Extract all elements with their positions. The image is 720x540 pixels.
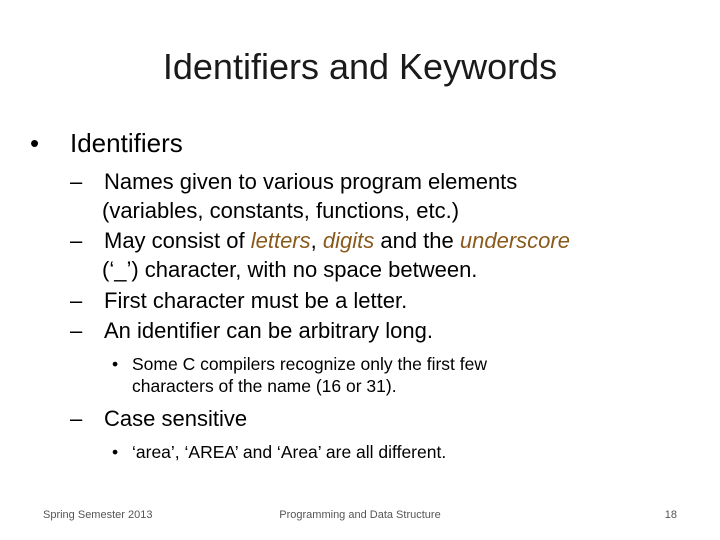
- footer-center: Programming and Data Structure: [279, 509, 441, 521]
- sub-bullet-case-sensitive: [70, 404, 710, 433]
- slide-title: Identifiers and Keywords: [162, 46, 558, 87]
- sub-bullet-text: Case sensitive: [104, 406, 248, 431]
- highlight-letters: letters: [250, 228, 311, 253]
- sub-bullet-text: Names given to various program elements: [104, 169, 518, 194]
- bullet-icon: •: [112, 354, 119, 374]
- heading-identifiers: Identifiers: [70, 128, 183, 158]
- sub-bullet-text: An identifier can be arbitrary long.: [104, 318, 433, 343]
- dash-icon: –: [70, 169, 83, 194]
- highlight-underscore: underscore: [459, 228, 570, 253]
- dash-icon: –: [70, 288, 83, 313]
- sub-bullet-text: May consist of: [104, 228, 251, 253]
- bullet-icon: •: [112, 442, 119, 462]
- dash-icon: –: [70, 228, 83, 253]
- sub-sub-bullet-text: ‘area’, ‘AREA’ and ‘Area’ are all different.: [132, 442, 447, 462]
- bullet-identifiers: [30, 126, 183, 160]
- sub-bullet-first-char: [70, 286, 710, 315]
- sub-bullet-continuation: (variables, constants, functions, etc.): [102, 198, 460, 223]
- sub-sub-bullet-continuation: characters of the name (16 or 31).: [132, 376, 397, 396]
- sub-sub-bullet-compilers: [112, 353, 672, 397]
- sub-bullet-continuation: (‘_’) character, with no space between.: [102, 257, 478, 282]
- sub-bullet-names: [70, 167, 710, 225]
- dash-icon: –: [70, 406, 83, 431]
- highlight-digits: digits: [322, 228, 375, 253]
- dash-icon: –: [70, 318, 83, 343]
- bullet-icon: •: [30, 128, 40, 158]
- sub-bullet-arbitrary-long: [70, 316, 710, 345]
- sub-bullet-text: First character must be a letter.: [104, 288, 408, 313]
- page-number: 18: [664, 509, 677, 521]
- footer-left: Spring Semester 2013: [43, 509, 153, 521]
- sub-bullet-text: and the: [374, 228, 460, 253]
- sub-sub-bullet-text: Some C compilers recognize only the first few: [132, 354, 487, 374]
- sub-bullet-text: ,: [310, 228, 323, 253]
- sub-sub-bullet-area: [112, 441, 672, 463]
- sub-bullet-consist: [70, 226, 710, 284]
